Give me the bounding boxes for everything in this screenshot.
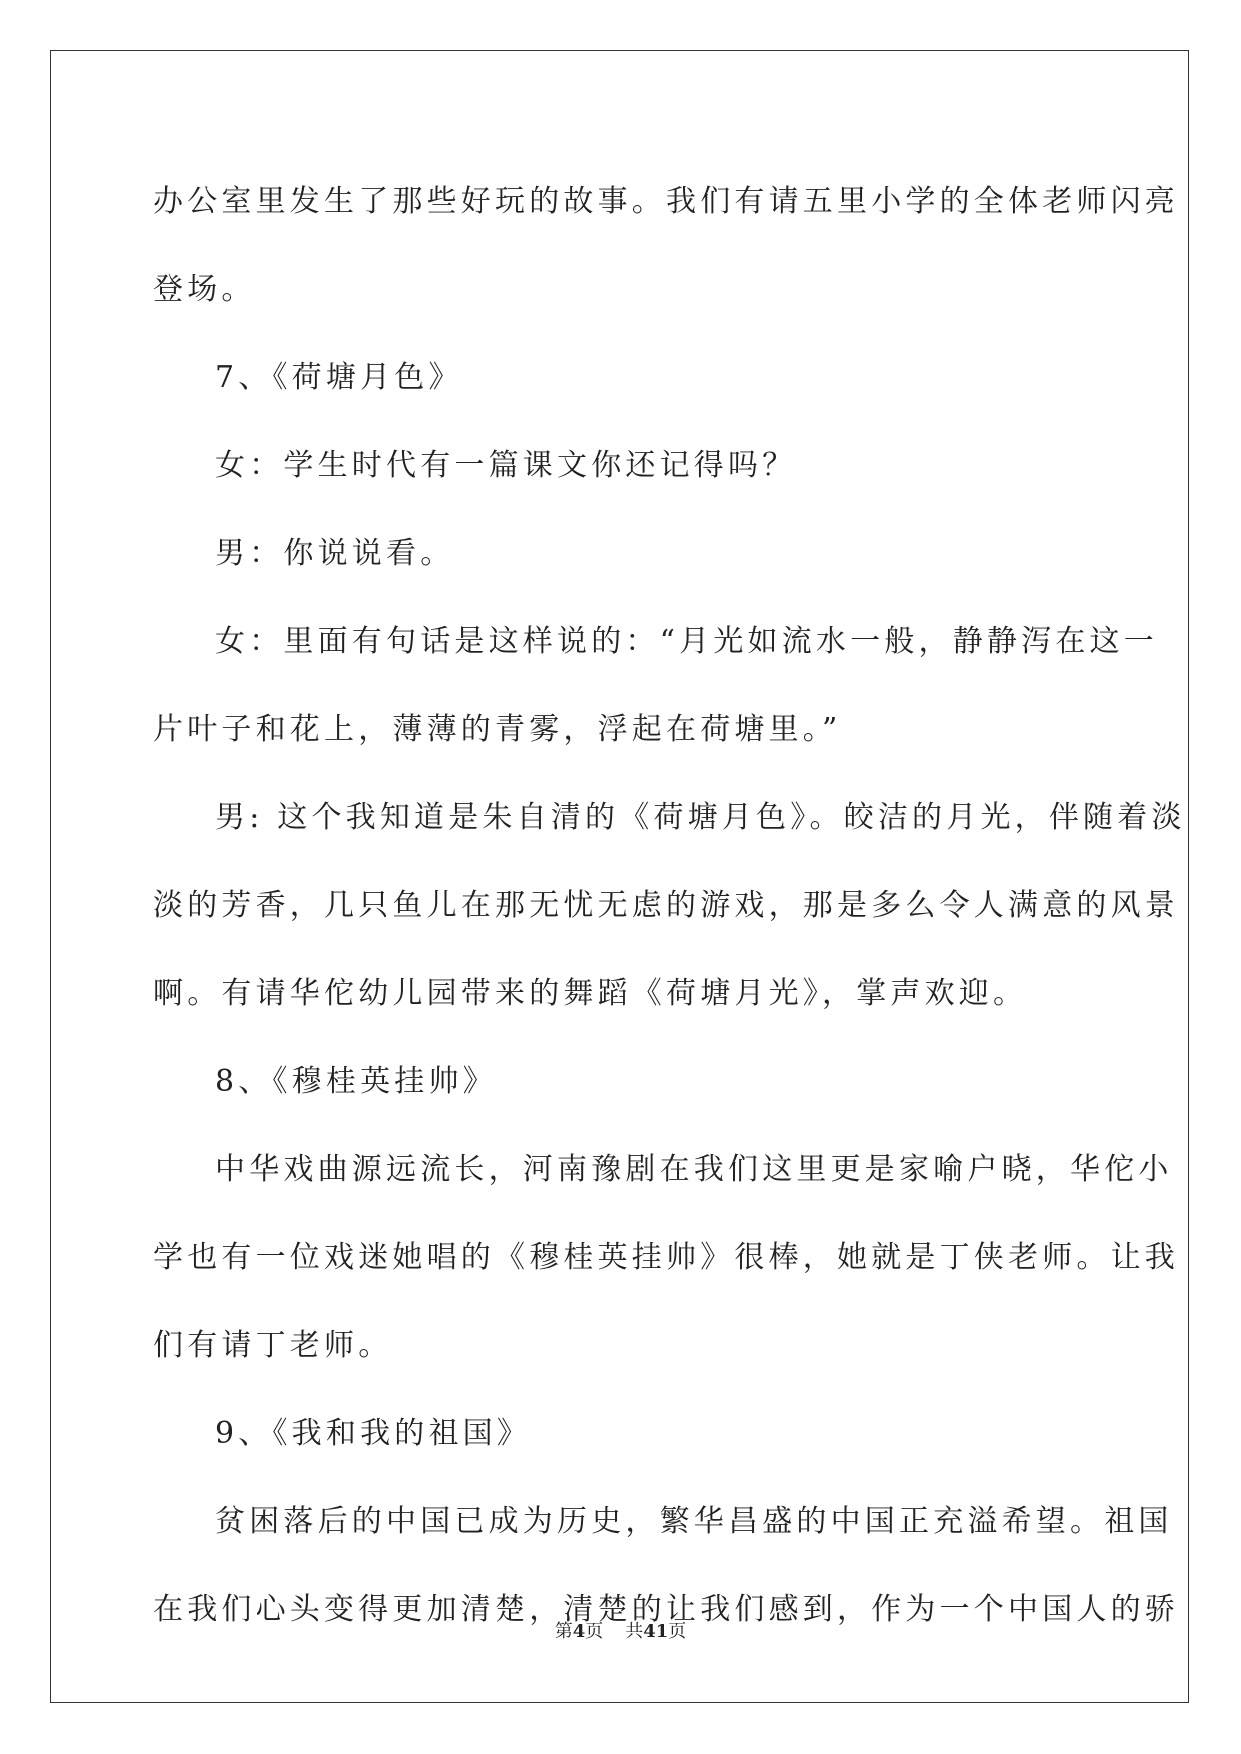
paragraph-line: 在我们心头变得更加清楚，清楚的让我们感到，作为一个中国人的骄 xyxy=(153,1592,1179,1627)
total-pages: 41 xyxy=(643,1621,669,1642)
total-suffix: 页 xyxy=(668,1621,687,1642)
section-heading: 8、《穆桂英挂帅》 xyxy=(215,1064,497,1099)
paragraph-line: 淡的芳香，几只鱼儿在那无忧无虑的游戏，那是多么令人满意的风景 xyxy=(153,888,1179,923)
paragraph-line: 片叶子和花上，薄薄的青雾，浮起在荷塘里。” xyxy=(153,712,842,747)
paragraph-line: 登场。 xyxy=(153,272,256,307)
page-number: 4 xyxy=(572,1621,586,1642)
paragraph-line: 男：你说说看。 xyxy=(215,536,455,571)
document-body xyxy=(153,158,1186,1654)
section-heading: 9、《我和我的祖国》 xyxy=(215,1416,532,1451)
page-suffix: 页 xyxy=(585,1621,604,1642)
paragraph-line: 女：学生时代有一篇课文你还记得吗？ xyxy=(215,448,797,483)
paragraph-line: 办公室里发生了那些好玩的故事。我们有请五里小学的全体老师闪亮 xyxy=(153,184,1179,219)
paragraph-line: 男: 这个我知道是朱自清的《荷塘月色》。皎洁的月光，伴随着淡 xyxy=(215,800,1186,835)
paragraph-line: 学也有一位戏迷她唱的《穆桂英挂帅》很棒，她就是丁侠老师。让我 xyxy=(153,1240,1179,1275)
paragraph-line: 贫困落后的中国已成为历史，繁华昌盛的中国正充溢希望。祖国 xyxy=(215,1504,1173,1539)
paragraph-line: 中华戏曲源远流长，河南豫剧在我们这里更是家喻户晓，华佗小 xyxy=(215,1152,1173,1187)
total-prefix: 共 xyxy=(625,1621,644,1642)
page-prefix: 第 xyxy=(554,1621,573,1642)
paragraph-line: 啊。有请华佗幼儿园带来的舞蹈《荷塘月光》，掌声欢迎。 xyxy=(153,976,1028,1011)
paragraph-line: 们有请丁老师。 xyxy=(153,1328,393,1363)
section-heading: 7、《荷塘月色》 xyxy=(215,360,463,395)
page-footer xyxy=(0,1617,1241,1643)
paragraph-line: 女：里面有句话是这样说的：“月光如流水一般，静静泻在这一 xyxy=(215,624,1158,659)
